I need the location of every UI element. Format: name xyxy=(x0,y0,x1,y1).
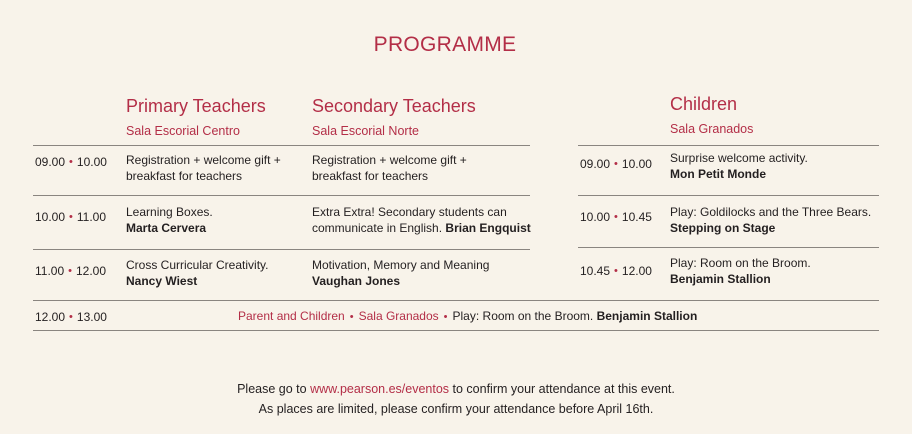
divider xyxy=(578,145,879,146)
children-room-label: Sala Granados xyxy=(670,122,754,136)
divider xyxy=(33,330,879,331)
time-slot: 09.00 • 10.00 xyxy=(35,155,107,169)
session-cell: Surprise welcome activity. Mon Petit Monde xyxy=(670,151,808,181)
time-slot: 12.00 • 13.00 xyxy=(35,310,107,324)
audience-label: Parent and Children xyxy=(238,309,345,323)
divider xyxy=(33,300,879,301)
footer-note: Please go to www.pearson.es/eventos to confirm your attendance at this event. As places are limited, please confirm your attendance before April 16th. xyxy=(237,382,675,416)
page-title: PROGRAMME xyxy=(373,33,517,56)
session-cell: Registration + welcome gift + breakfast for teachers xyxy=(126,153,281,183)
room-label: Sala Granados xyxy=(358,309,439,323)
events-link[interactable]: www.pearson.es/eventos xyxy=(310,382,450,396)
session-cell: Extra Extra! Secondary students can communicate in English. Brian Engquist xyxy=(312,205,531,235)
session-cell: Motivation, Memory and Meaning Vaughan Jones xyxy=(312,258,490,288)
speaker-name: Benjamin Stallion xyxy=(596,309,698,323)
primary-teachers-heading: Primary Teachers xyxy=(126,96,266,116)
divider xyxy=(33,145,530,146)
session-cell: Cross Curricular Creativity. Nancy Wiest xyxy=(126,258,269,288)
time-slot: 10.45 • 12.00 xyxy=(580,264,652,278)
divider xyxy=(33,249,530,250)
speaker-name: Marta Cervera xyxy=(126,221,207,235)
children-heading: Children xyxy=(670,94,738,114)
speaker-name: Vaughan Jones xyxy=(312,274,401,288)
secondary-room-label: Sala Escorial Norte xyxy=(312,124,419,138)
time-slot: 11.00 • 12.00 xyxy=(35,264,107,278)
speaker-name: Mon Petit Monde xyxy=(670,167,766,181)
divider xyxy=(578,195,879,196)
secondary-teachers-heading: Secondary Teachers xyxy=(312,96,476,116)
session-cell: Registration + welcome gift + breakfast for teachers xyxy=(312,153,467,183)
session-cell: Learning Boxes. Marta Cervera xyxy=(126,205,213,235)
speaker-name: Brian Engquist xyxy=(445,221,531,235)
time-slot: 09.00 • 10.00 xyxy=(580,157,652,171)
speaker-name: Nancy Wiest xyxy=(126,274,198,288)
primary-room-label: Sala Escorial Centro xyxy=(126,124,240,138)
session-cell: Play: Goldilocks and the Three Bears. Stepping on Stage xyxy=(670,205,872,235)
speaker-name: Stepping on Stage xyxy=(670,221,776,235)
speaker-name: Benjamin Stallion xyxy=(670,272,771,286)
divider xyxy=(578,247,879,248)
session-cell: Play: Room on the Broom. Benjamin Stallion xyxy=(670,256,811,286)
time-slot: 10.00 • 11.00 xyxy=(35,210,107,224)
joint-session: Parent and Children • Sala Granados • Play: Room on the Broom. Benjamin Stallion xyxy=(238,309,698,323)
divider xyxy=(33,195,530,196)
time-slot: 10.00 • 10.45 xyxy=(580,210,652,224)
